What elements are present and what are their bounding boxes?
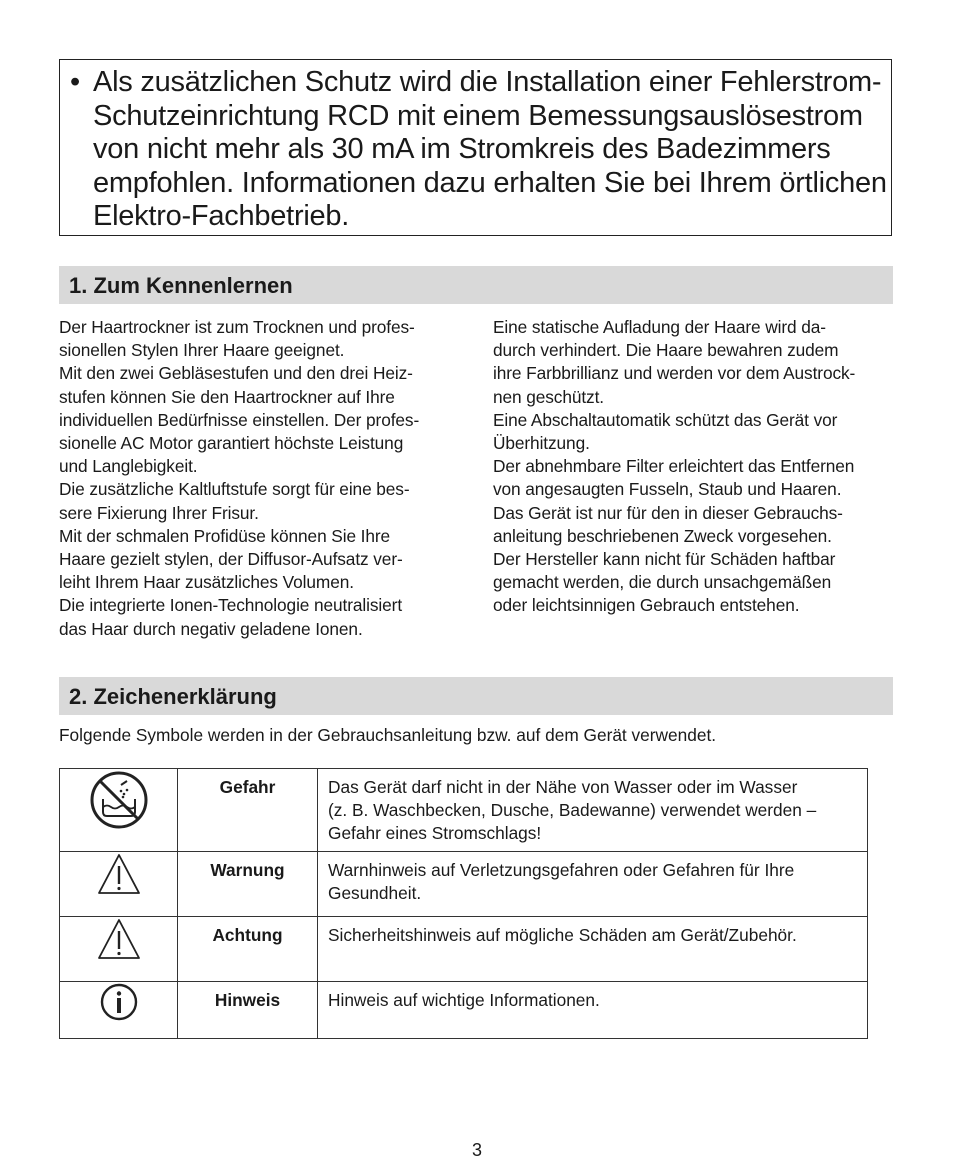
info-icon — [99, 982, 139, 1028]
table-row — [60, 982, 868, 1039]
section-heading-zeichenerklaerung: 2. Zeichenerklärung — [59, 677, 893, 715]
icon-cell — [60, 917, 178, 982]
safety-notice-box — [59, 59, 892, 236]
row-label: Hinweis — [178, 982, 318, 1039]
notice-text: Als zusätzlichen Schutz wird die Installation einer Fehlerstrom-Schutzeinrichtung RCD mit einem Bemessungsauslösestrom von nicht mehr als 30 mA im Stromkreis des Badezimmers empfohlen. Informationen dazu erhalten Sie bei Ihrem örtlichen Elektro-Fachbetrieb. — [93, 66, 887, 232]
symbols-table — [59, 768, 868, 1039]
intro-left-column — [59, 316, 469, 641]
right-column-text: Eine statische Aufladung der Haare wird da- durch verhindert. Die Haare bewahren zudem ihre Farbbrillianz und werden vor dem Austrock- nen geschützt. Eine Abschaltautomatik schützt das Gerät vor Überhitzung. Der abnehmbare Filter erleichtert das Entfernen von angesaugten Fusseln, Staub und Haaren. Das Gerät ist nur für den in dieser Gebrauchs- anleitung beschriebenen Zweck vorgesehen. Der Hersteller kann nicht für Schäden haftbar gemacht werden, die durch unsachgemäßen oder leichtsinnigen Gebrauch entstehen. — [493, 317, 856, 616]
icon-cell — [60, 769, 178, 852]
row-description: Das Gerät darf nicht in der Nähe von Wasser oder im Wasser (z. B. Waschbecken, Dusche, Badewanne) verwendet werden – Gefahr eines Stromschlags! — [318, 769, 868, 852]
row-label: Gefahr — [178, 769, 318, 852]
notice-bullet: • — [70, 66, 81, 98]
table-row — [60, 917, 868, 982]
intro-right-column — [493, 316, 903, 618]
page-number: 3 — [471, 1140, 482, 1160]
section-heading-kennenlernen: 1. Zum Kennenlernen — [59, 266, 893, 304]
table-row — [60, 769, 868, 852]
icon-cell — [60, 982, 178, 1039]
warning-triangle-icon — [96, 917, 142, 967]
row-description: Hinweis auf wichtige Informationen. — [318, 982, 868, 1039]
table-row — [60, 852, 868, 917]
symbols-intro-text: Folgende Symbole werden in der Gebrauchsanleitung bzw. auf dem Gerät verwendet. — [59, 725, 717, 745]
icon-cell — [60, 852, 178, 917]
no-water-bath-icon — [88, 769, 150, 837]
left-column-text: Der Haartrockner ist zum Trocknen und profes- sionellen Stylen Ihrer Haare geeignet. Mit den zwei Gebläsestufen und den drei Heiz- stufen können Sie den Haartrockner auf Ihre individuellen Bedürfnisse einstellen. Der profes- sionelle AC Motor garantiert höchste Leistung und Langlebigkeit. Die zusätzliche Kaltluftstufe sorgt für eine bes- sere Fixierung Ihrer Frisur. Mit der schmalen Profidüse können Sie Ihre Haare gezielt stylen, der Diffusor-Aufsatz ver- leiht Ihrem Haar zusätzliches Volumen. Die integrierte Ionen-Technologie neutralisiert das Haar durch negativ geladene Ionen. — [59, 317, 420, 639]
warning-triangle-icon — [96, 852, 142, 902]
row-label: Warnung — [178, 852, 318, 917]
row-description: Warnhinweis auf Verletzungsgefahren oder Gefahren für Ihre Gesundheit. — [318, 852, 868, 917]
row-description: Sicherheitshinweis auf mögliche Schäden am Gerät/Zubehör. — [318, 917, 868, 982]
row-label: Achtung — [178, 917, 318, 982]
